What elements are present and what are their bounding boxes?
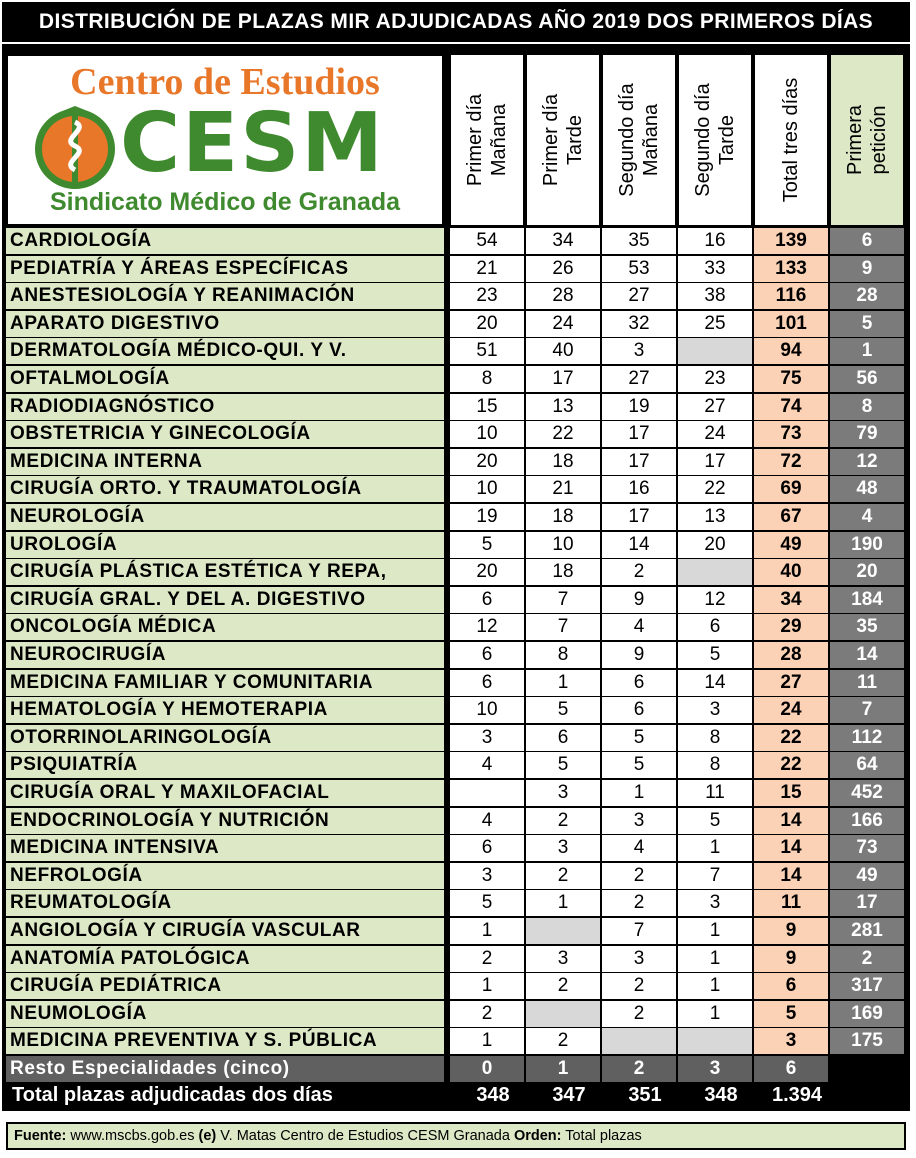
value-cell: 51 bbox=[450, 338, 524, 364]
value-cell: 15 bbox=[450, 394, 524, 420]
value-cell: 2 bbox=[602, 973, 676, 999]
grand-total-cell: 348 bbox=[476, 1084, 510, 1106]
peticion-cell: 20 bbox=[830, 559, 904, 585]
total-cell: 101 bbox=[754, 311, 828, 337]
value-cell: 4 bbox=[602, 614, 676, 640]
specialty-name: CIRUGÍA PLÁSTICA ESTÉTICA Y REPA, bbox=[6, 559, 444, 585]
grand-total-label: Total plazas adjudicadas dos días bbox=[12, 1084, 333, 1106]
value-cell: 1 bbox=[526, 890, 600, 916]
value-cell: 18 bbox=[526, 504, 600, 530]
value-cell: 11 bbox=[678, 780, 752, 806]
table-row bbox=[6, 918, 906, 945]
specialty-name: CIRUGÍA GRAL. Y DEL A. DIGESTIVO bbox=[6, 587, 444, 613]
peticion-cell: 11 bbox=[830, 670, 904, 696]
value-cell: 18 bbox=[526, 449, 600, 475]
value-cell: 3 bbox=[678, 697, 752, 723]
total-cell: 24 bbox=[754, 697, 828, 723]
value-cell: 1 bbox=[526, 1056, 600, 1082]
value-cell: 3 bbox=[602, 808, 676, 834]
peticion-cell: 452 bbox=[830, 780, 904, 806]
footer-fuente-label: Fuente: bbox=[14, 1128, 67, 1144]
value-cell: 2 bbox=[602, 1056, 676, 1082]
value-cell: 3 bbox=[602, 946, 676, 972]
total-cell: 34 bbox=[754, 587, 828, 613]
value-cell: 1 bbox=[526, 670, 600, 696]
peticion-cell: 4 bbox=[830, 504, 904, 530]
total-cell: 67 bbox=[754, 504, 828, 530]
logo-line-1: Centro de Estudios bbox=[70, 61, 380, 103]
column-header bbox=[678, 54, 752, 226]
value-cell: 28 bbox=[526, 283, 600, 309]
table-row bbox=[6, 946, 906, 973]
specialty-name: CIRUGÍA PEDIÁTRICA bbox=[6, 973, 444, 999]
table-row bbox=[6, 808, 906, 835]
value-cell: 54 bbox=[450, 228, 524, 254]
peticion-cell: 5 bbox=[830, 311, 904, 337]
grand-total-cell: 347 bbox=[552, 1084, 586, 1106]
value-cell: 21 bbox=[526, 476, 600, 502]
value-cell: 26 bbox=[526, 256, 600, 282]
column-header bbox=[830, 54, 904, 226]
value-cell: 2 bbox=[526, 1028, 600, 1054]
column-header-label: Segundo día Mañana bbox=[616, 83, 662, 197]
table-row bbox=[6, 863, 906, 890]
total-cell: 9 bbox=[754, 946, 828, 972]
total-cell: 72 bbox=[754, 449, 828, 475]
value-cell: 33 bbox=[678, 256, 752, 282]
specialty-name: DERMATOLOGÍA MÉDICO-QUI. Y V. bbox=[6, 338, 444, 364]
value-cell: 1 bbox=[450, 973, 524, 999]
value-cell: 19 bbox=[602, 394, 676, 420]
total-cell: 22 bbox=[754, 752, 828, 778]
value-cell: 8 bbox=[678, 752, 752, 778]
specialty-name: HEMATOLOGÍA Y HEMOTERAPIA bbox=[6, 697, 444, 723]
value-cell bbox=[678, 559, 752, 585]
value-cell bbox=[526, 1001, 600, 1027]
footer-author-text: V. Matas Centro de Estudios CESM Granada bbox=[216, 1128, 514, 1144]
value-cell: 18 bbox=[526, 559, 600, 585]
grand-total-cell: 351 bbox=[628, 1084, 662, 1106]
value-cell: 2 bbox=[526, 808, 600, 834]
value-cell: 5 bbox=[602, 752, 676, 778]
cesm-logo bbox=[6, 54, 444, 226]
value-cell: 22 bbox=[526, 421, 600, 447]
peticion-cell: 1 bbox=[830, 338, 904, 364]
peticion-cell: 56 bbox=[830, 366, 904, 392]
value-cell: 2 bbox=[602, 1001, 676, 1027]
value-cell bbox=[678, 338, 752, 364]
value-cell: 7 bbox=[526, 587, 600, 613]
value-cell: 3 bbox=[526, 835, 600, 861]
value-cell: 3 bbox=[450, 863, 524, 889]
specialty-name: REUMATOLOGÍA bbox=[6, 890, 444, 916]
value-cell: 2 bbox=[526, 973, 600, 999]
value-cell: 27 bbox=[678, 394, 752, 420]
specialty-name: CARDIOLOGÍA bbox=[6, 228, 444, 254]
value-cell: 17 bbox=[678, 449, 752, 475]
total-cell: 73 bbox=[754, 421, 828, 447]
value-cell: 4 bbox=[450, 752, 524, 778]
grand-total-row bbox=[6, 1082, 906, 1109]
value-cell: 7 bbox=[678, 863, 752, 889]
peticion-cell: 73 bbox=[830, 835, 904, 861]
value-cell bbox=[678, 1028, 752, 1054]
peticion-cell: 2 bbox=[830, 946, 904, 972]
total-cell: 28 bbox=[754, 642, 828, 668]
value-cell: 13 bbox=[526, 394, 600, 420]
value-cell: 12 bbox=[678, 587, 752, 613]
specialty-name: PEDIATRÍA Y ÁREAS ESPECÍFICAS bbox=[6, 256, 444, 282]
value-cell: 1 bbox=[678, 1001, 752, 1027]
specialty-name: PSIQUIATRÍA bbox=[6, 752, 444, 778]
specialty-name: NEFROLOGÍA bbox=[6, 863, 444, 889]
value-cell: 2 bbox=[450, 1001, 524, 1027]
value-cell: 2 bbox=[602, 863, 676, 889]
value-cell: 6 bbox=[450, 642, 524, 668]
total-cell: 14 bbox=[754, 808, 828, 834]
table-row bbox=[6, 670, 906, 697]
value-cell: 9 bbox=[602, 587, 676, 613]
value-cell: 10 bbox=[450, 421, 524, 447]
column-header-label: Segundo día Tarde bbox=[692, 83, 738, 197]
footer-orden-label: Orden: bbox=[513, 1128, 562, 1144]
total-cell: 14 bbox=[754, 835, 828, 861]
table-row bbox=[6, 532, 906, 559]
table-row bbox=[6, 614, 906, 641]
table-row bbox=[6, 752, 906, 779]
grand-total-cell: 348 bbox=[704, 1084, 738, 1106]
total-cell: 5 bbox=[754, 1001, 828, 1027]
value-cell: 6 bbox=[602, 697, 676, 723]
value-cell: 10 bbox=[450, 697, 524, 723]
value-cell: 7 bbox=[602, 918, 676, 944]
value-cell: 20 bbox=[450, 559, 524, 585]
value-cell: 1 bbox=[678, 946, 752, 972]
value-cell: 4 bbox=[450, 808, 524, 834]
resto-row bbox=[6, 1056, 906, 1083]
total-cell: 116 bbox=[754, 283, 828, 309]
peticion-cell: 6 bbox=[830, 228, 904, 254]
value-cell: 8 bbox=[526, 642, 600, 668]
table-row bbox=[6, 366, 906, 393]
total-cell: 94 bbox=[754, 338, 828, 364]
value-cell: 27 bbox=[602, 283, 676, 309]
value-cell: 3 bbox=[678, 1056, 752, 1082]
total-cell: 6 bbox=[754, 973, 828, 999]
total-cell: 27 bbox=[754, 670, 828, 696]
value-cell: 1 bbox=[602, 780, 676, 806]
table-row bbox=[6, 697, 906, 724]
value-cell: 2 bbox=[450, 946, 524, 972]
column-header bbox=[754, 54, 828, 226]
specialty-name: APARATO DIGESTIVO bbox=[6, 311, 444, 337]
total-cell: 29 bbox=[754, 614, 828, 640]
total-cell: 3 bbox=[754, 1028, 828, 1054]
logo-line-2: Sindicato Médico de Granada bbox=[49, 188, 401, 216]
specialty-name: ANESTESIOLOGÍA Y REANIMACIÓN bbox=[6, 283, 444, 309]
table-row bbox=[6, 559, 906, 586]
value-cell: 38 bbox=[678, 283, 752, 309]
peticion-cell: 17 bbox=[830, 890, 904, 916]
peticion-cell: 169 bbox=[830, 1001, 904, 1027]
total-cell: 14 bbox=[754, 863, 828, 889]
column-header bbox=[526, 54, 600, 226]
table-row bbox=[6, 1028, 906, 1055]
peticion-cell: 8 bbox=[830, 394, 904, 420]
value-cell: 35 bbox=[602, 228, 676, 254]
table-row bbox=[6, 394, 906, 421]
value-cell: 6 bbox=[602, 670, 676, 696]
footer-orden-text: Total plazas bbox=[561, 1128, 642, 1144]
peticion-cell: 79 bbox=[830, 421, 904, 447]
value-cell: 3 bbox=[602, 338, 676, 364]
table-row bbox=[6, 725, 906, 752]
value-cell: 14 bbox=[678, 670, 752, 696]
value-cell: 6 bbox=[526, 725, 600, 751]
column-header-label: Primer día Tarde bbox=[540, 93, 586, 187]
value-cell: 34 bbox=[526, 228, 600, 254]
value-cell: 5 bbox=[678, 808, 752, 834]
specialty-name: MEDICINA INTENSIVA bbox=[6, 835, 444, 861]
total-cell: 9 bbox=[754, 918, 828, 944]
specialty-name: NEUMOLOGÍA bbox=[6, 1001, 444, 1027]
column-header-label: Total tres días bbox=[780, 77, 802, 203]
peticion-cell: 9 bbox=[830, 256, 904, 282]
value-cell: 3 bbox=[678, 890, 752, 916]
specialty-name: CIRUGÍA ORTO. Y TRAUMATOLOGÍA bbox=[6, 476, 444, 502]
table-row bbox=[6, 256, 906, 283]
total-cell: 11 bbox=[754, 890, 828, 916]
value-cell: 17 bbox=[602, 504, 676, 530]
value-cell: 16 bbox=[602, 476, 676, 502]
peticion-cell: 49 bbox=[830, 863, 904, 889]
value-cell: 2 bbox=[526, 863, 600, 889]
source-footer bbox=[6, 1122, 906, 1150]
value-cell: 17 bbox=[602, 421, 676, 447]
value-cell: 3 bbox=[526, 780, 600, 806]
specialty-name: MEDICINA FAMILIAR Y COMUNITARIA bbox=[6, 670, 444, 696]
value-cell: 5 bbox=[450, 532, 524, 558]
value-cell: 2 bbox=[602, 559, 676, 585]
value-cell: 20 bbox=[450, 311, 524, 337]
value-cell: 5 bbox=[526, 752, 600, 778]
value-cell: 8 bbox=[450, 366, 524, 392]
value-cell: 20 bbox=[678, 532, 752, 558]
value-cell: 1 bbox=[678, 918, 752, 944]
table-row bbox=[6, 890, 906, 917]
value-cell: 3 bbox=[450, 725, 524, 751]
value-cell: 1 bbox=[450, 918, 524, 944]
peticion-cell: 28 bbox=[830, 283, 904, 309]
value-cell: 0 bbox=[450, 1056, 524, 1082]
value-cell: 1 bbox=[450, 1028, 524, 1054]
table-row bbox=[6, 642, 906, 669]
column-header-label: Primer día Mañana bbox=[464, 93, 510, 187]
value-cell: 24 bbox=[678, 421, 752, 447]
specialty-name: OTORRINOLARINGOLOGÍA bbox=[6, 725, 444, 751]
peticion-cell: 112 bbox=[830, 725, 904, 751]
value-cell: 40 bbox=[526, 338, 600, 364]
value-cell: 24 bbox=[526, 311, 600, 337]
table-row bbox=[6, 504, 906, 531]
value-cell: 23 bbox=[678, 366, 752, 392]
specialty-name: RADIODIAGNÓSTICO bbox=[6, 394, 444, 420]
grand-total-sum: 1.394 bbox=[771, 1084, 823, 1106]
value-cell: 16 bbox=[678, 228, 752, 254]
total-cell: 15 bbox=[754, 780, 828, 806]
table-row bbox=[6, 780, 906, 807]
total-cell: 74 bbox=[754, 394, 828, 420]
value-cell: 27 bbox=[602, 366, 676, 392]
peticion-cell: 184 bbox=[830, 587, 904, 613]
table-row bbox=[6, 449, 906, 476]
total-cell: 40 bbox=[754, 559, 828, 585]
value-cell: 1 bbox=[678, 835, 752, 861]
value-cell: 13 bbox=[678, 504, 752, 530]
peticion-cell: 190 bbox=[830, 532, 904, 558]
value-cell bbox=[526, 918, 600, 944]
peticion-cell: 35 bbox=[830, 614, 904, 640]
table-row bbox=[6, 311, 906, 338]
value-cell: 20 bbox=[450, 449, 524, 475]
table-row bbox=[6, 228, 906, 255]
value-cell: 17 bbox=[526, 366, 600, 392]
value-cell: 7 bbox=[526, 614, 600, 640]
table-title: DISTRIBUCIÓN DE PLAZAS MIR ADJUDICADAS AÑO 2019 DOS PRIMEROS DÍAS bbox=[2, 2, 910, 42]
value-cell: 53 bbox=[602, 256, 676, 282]
peticion-cell: 12 bbox=[830, 449, 904, 475]
footer-e-label: (e) bbox=[198, 1128, 217, 1144]
value-cell: 6 bbox=[450, 587, 524, 613]
value-cell: 6 bbox=[450, 835, 524, 861]
table-row bbox=[6, 973, 906, 1000]
value-cell: 21 bbox=[450, 256, 524, 282]
total-cell: 6 bbox=[754, 1056, 828, 1082]
value-cell: 6 bbox=[450, 670, 524, 696]
value-cell: 9 bbox=[602, 642, 676, 668]
table-row bbox=[6, 338, 906, 365]
specialty-name: NEUROLOGÍA bbox=[6, 504, 444, 530]
value-cell: 22 bbox=[678, 476, 752, 502]
total-cell: 22 bbox=[754, 725, 828, 751]
specialty-name: NEUROCIRUGÍA bbox=[6, 642, 444, 668]
value-cell: 4 bbox=[602, 835, 676, 861]
peticion-cell: 281 bbox=[830, 918, 904, 944]
value-cell: 1 bbox=[678, 973, 752, 999]
specialty-name: ENDOCRINOLOGÍA Y NUTRICIÓN bbox=[6, 808, 444, 834]
value-cell: 17 bbox=[602, 449, 676, 475]
total-cell: 69 bbox=[754, 476, 828, 502]
specialty-name: ANGIOLOGÍA Y CIRUGÍA VASCULAR bbox=[6, 918, 444, 944]
peticion-cell: 175 bbox=[830, 1028, 904, 1054]
table-row bbox=[6, 835, 906, 862]
value-cell: 3 bbox=[526, 946, 600, 972]
value-cell: 5 bbox=[602, 725, 676, 751]
specialty-name: ONCOLOGÍA MÉDICA bbox=[6, 614, 444, 640]
specialty-name: CIRUGÍA ORAL Y MAXILOFACIAL bbox=[6, 780, 444, 806]
value-cell: 8 bbox=[678, 725, 752, 751]
total-cell: 49 bbox=[754, 532, 828, 558]
value-cell: 2 bbox=[602, 890, 676, 916]
column-header bbox=[602, 54, 676, 226]
specialty-name: MEDICINA INTERNA bbox=[6, 449, 444, 475]
specialty-name: OBSTETRICIA Y GINECOLOGÍA bbox=[6, 421, 444, 447]
table-row bbox=[6, 1001, 906, 1028]
column-header bbox=[450, 54, 524, 226]
value-cell: 25 bbox=[678, 311, 752, 337]
value-cell: 10 bbox=[450, 476, 524, 502]
value-cell: 19 bbox=[450, 504, 524, 530]
peticion-cell: 64 bbox=[830, 752, 904, 778]
value-cell: 6 bbox=[678, 614, 752, 640]
table-row bbox=[6, 283, 906, 310]
value-cell: 14 bbox=[602, 532, 676, 558]
total-cell: 133 bbox=[754, 256, 828, 282]
value-cell: 5 bbox=[450, 890, 524, 916]
logo-brand: CESM bbox=[120, 96, 385, 191]
table-row bbox=[6, 587, 906, 614]
specialty-name: ANATOMÍA PATOLÓGICA bbox=[6, 946, 444, 972]
footer-fuente-text: www.mscbs.gob.es bbox=[66, 1128, 199, 1144]
total-cell: 139 bbox=[754, 228, 828, 254]
value-cell bbox=[602, 1028, 676, 1054]
column-header-label: Primera petición bbox=[844, 104, 890, 176]
table-row bbox=[6, 421, 906, 448]
value-cell: 5 bbox=[678, 642, 752, 668]
peticion-cell: 14 bbox=[830, 642, 904, 668]
peticion-cell: 7 bbox=[830, 697, 904, 723]
specialty-name: MEDICINA PREVENTIVA Y S. PÚBLICA bbox=[6, 1028, 444, 1054]
specialty-name: Resto Especialidades (cinco) bbox=[6, 1056, 444, 1082]
value-cell: 10 bbox=[526, 532, 600, 558]
value-cell: 5 bbox=[526, 697, 600, 723]
peticion-cell: 166 bbox=[830, 808, 904, 834]
value-cell: 32 bbox=[602, 311, 676, 337]
total-cell: 75 bbox=[754, 366, 828, 392]
specialty-name: UROLOGÍA bbox=[6, 532, 444, 558]
value-cell: 23 bbox=[450, 283, 524, 309]
table-row bbox=[6, 476, 906, 503]
value-cell bbox=[450, 780, 524, 806]
peticion-cell: 317 bbox=[830, 973, 904, 999]
specialty-name: OFTALMOLOGÍA bbox=[6, 366, 444, 392]
peticion-cell: 48 bbox=[830, 476, 904, 502]
value-cell: 12 bbox=[450, 614, 524, 640]
